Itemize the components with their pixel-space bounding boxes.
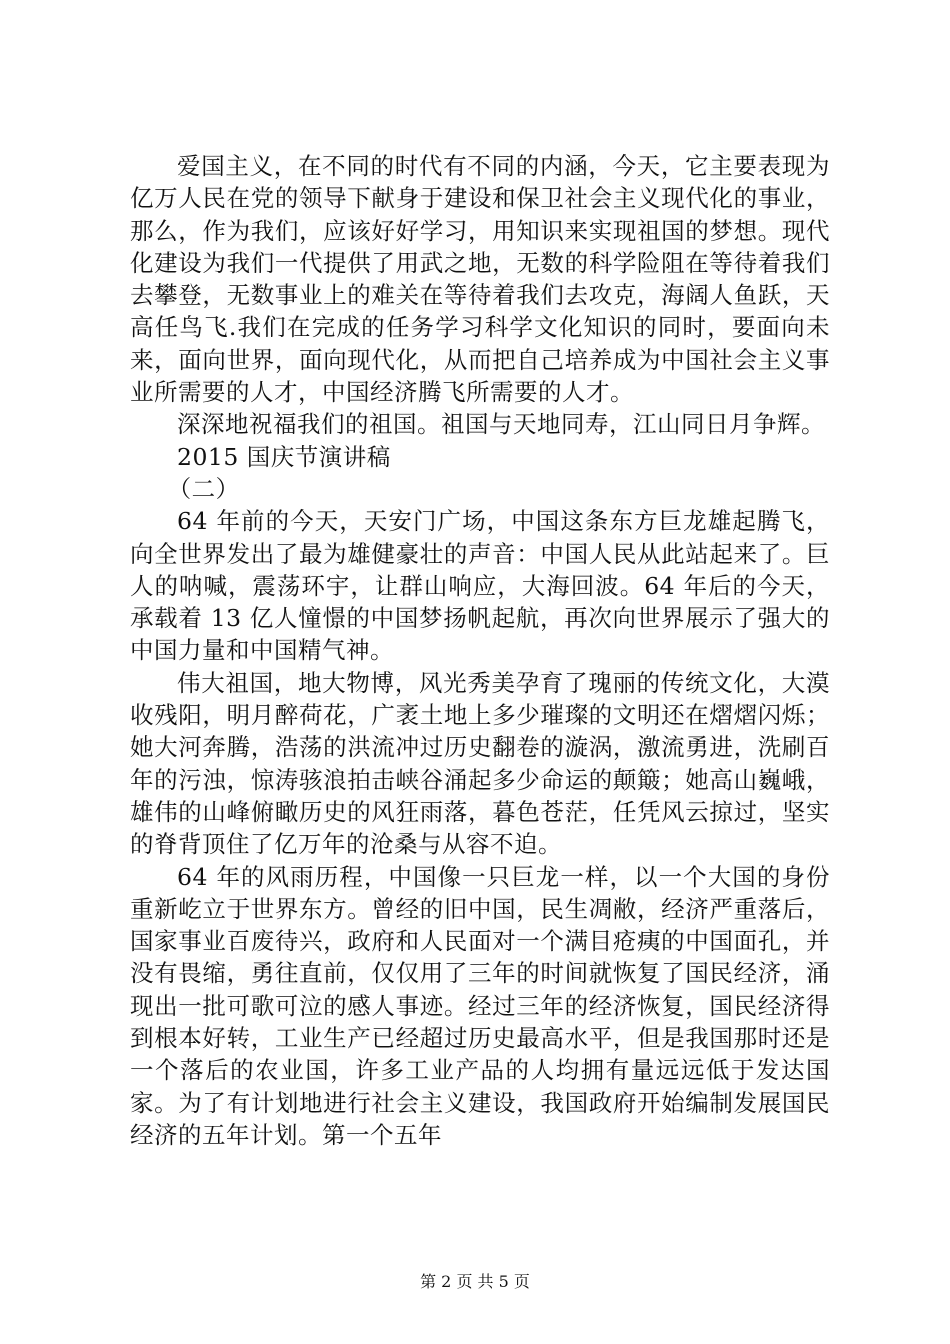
section-subheading: （二） [167,474,240,503]
page-number-footer: 第 2 页 共 5 页 [420,1272,530,1291]
section-heading: 2015 国庆节演讲稿 [177,442,391,471]
paragraph-patriotism: 爱国主义，在不同的时代有不同的内涵，今天，它主要表现为亿万人民在党的领导下献身于建设和保卫社会主义现代化的事业，那么，作为我们，应该好好学习，用知识来实现祖国的梦想。现代化建设为我们一代提供了用武之地，无数的科学险阻在等待着我们去攀登，无数事业上的难关在等待着我们去攻克，海阔人鱼跃，天高任鸟飞.我们在完成的任务学习科学文化知识的同时，要面向未来，面向世界，面向现代化，从而把自己培养成为中国社会主义事业所需要的人才，中国经济腾飞所需要的人才。 [130,152,830,407]
paragraph-great-motherland: 伟大祖国，地大物博，风光秀美孕育了瑰丽的传统文化，大漠收残阳，明月醉荷花，广袤土地上多少璀璨的文明还在熠熠闪烁；她大河奔腾，浩荡的洪流冲过历史翻卷的漩涡，激流勇进，洗刷百年的污浊，惊涛骇浪拍击峡谷涌起多少命运的颠簸；她高山巍峨，雄伟的山峰俯瞰历史的风狂雨落，暮色苍茫，任凭风云掠过，坚实的脊背顶住了亿万年的沧桑与从容不迫。 [130,668,830,859]
paragraph-64-years-ago: 64 年前的今天，天安门广场，中国这条东方巨龙雄起腾飞，向全世界发出了最为雄健豪壮的声音：中国人民从此站起来了。巨人的呐喊，震荡环宇，让群山响应，大海回波。64 年后的今天，承载着 13 亿人憧憬的中国梦扬帆起航，再次向世界展示了强大的中国力量和中国精气神。 [130,507,830,665]
document-body [130,150,830,1151]
paragraph-blessing: 深深地祝福我们的祖国。祖国与天地同寿，江山同日月争辉。 [177,410,825,439]
paragraph-64-years-journey: 64 年的风雨历程，中国像一只巨龙一样，以一个大国的身份重新屹立于世界东方。曾经的旧中国，民生凋敝，经济严重落后，国家事业百废待兴，政府和人民面对一个满目疮痍的中国面孔，并没有畏缩，勇往直前，仅仅用了三年的时间就恢复了国民经济，涌现出一批可歌可泣的感人事迹。经过三年的经济恢复，国民经济得到根本好转，工业生产已经超过历史最高水平，但是我国那时还是一个落后的农业国，许多工业产品的人均拥有量远远低于发达国家。为了有计划地进行社会主义建设，我国政府开始编制发展国民经济的五年计划。第一个五年 [130,862,830,1149]
